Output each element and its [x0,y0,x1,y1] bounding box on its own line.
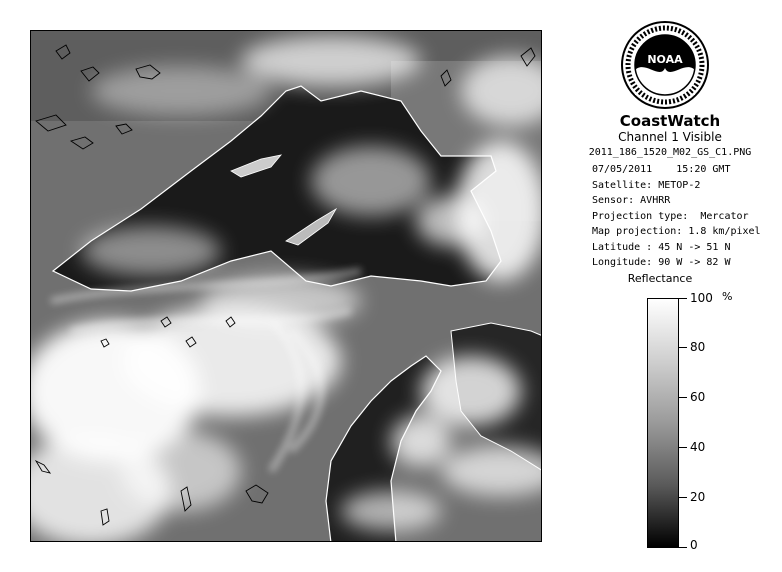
datetime-text: 07/05/2011 15:20 GMT [592,164,731,175]
metadata-block [592,162,761,271]
map-projection-text: Map projection: 1.8 km/pixel [592,226,761,237]
colorbar-tick [679,497,687,498]
sensor-text: Sensor: AVHRR [592,195,671,206]
colorbar-tick [679,347,687,348]
colorbar-unit: % [722,290,733,303]
colorbar-title: Reflectance [627,272,693,285]
latitude-text: Latitude : 45 N -> 51 N [592,241,731,253]
colorbar-tick [679,447,687,448]
noaa-logo-text: NOAA [647,53,683,66]
image-filename: 2011_186_1520_M02_GS_C1.PNG [588,147,752,158]
colorbar-tick [679,547,687,548]
colorbar-tick-label: 0 [690,538,698,552]
colorbar-tick-label: 60 [690,390,706,404]
longitude-text: Longitude: 90 W -> 82 W [592,257,731,268]
colorbar-tick-label: 100 [690,291,713,305]
noaa-logo-icon [620,20,710,110]
colorbar-tick [679,397,687,398]
projection-type-text: Projection type: Mercator [592,210,749,222]
satellite-text: Satellite: METOP-2 [592,179,701,191]
channel-subtitle: Channel 1 Visible [618,130,722,144]
satellite-image [30,30,542,542]
app-title: CoastWatch [619,112,721,130]
colorbar-tick [679,298,687,299]
colorbar-tick-label: 20 [690,490,706,504]
colorbar [647,298,679,548]
colorbar-tick-label: 80 [690,340,706,354]
colorbar-tick-label: 40 [690,440,706,454]
